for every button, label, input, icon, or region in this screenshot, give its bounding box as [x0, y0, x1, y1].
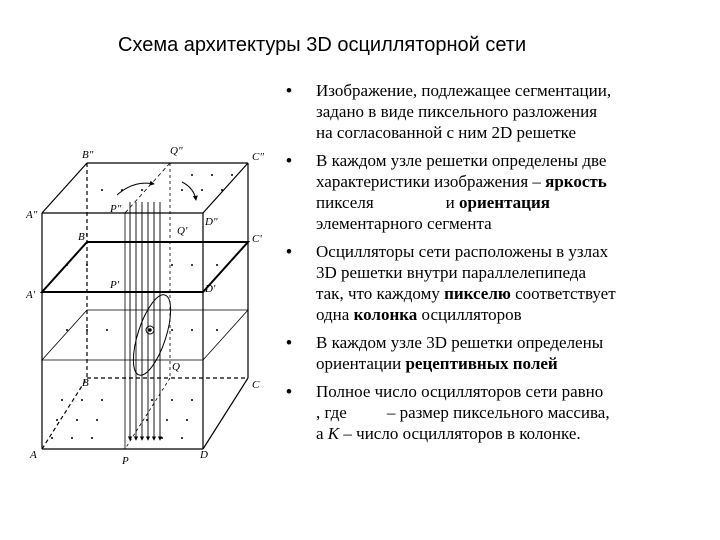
slide-title: Схема архитектуры 3D осцилляторной сети: [118, 34, 527, 56]
receptive-field: [126, 291, 179, 380]
top-arrows: [117, 182, 196, 200]
label-A: A: [30, 449, 37, 461]
label-Q1: Q': [177, 225, 188, 237]
bullet-marker: •: [286, 382, 292, 401]
label-Q: Q: [172, 361, 180, 373]
label-A1: A': [26, 289, 36, 301]
bullet-marker: •: [286, 81, 292, 100]
label-Q2: Q": [170, 145, 183, 157]
label-D2: D": [205, 216, 218, 228]
bullet-item: • Полное число осцилляторов сети равно , где – размер пиксельного массива, а K – число осцилляторов в колонке.: [286, 382, 610, 443]
label-B2: B": [82, 149, 94, 161]
oscillator-columns: [130, 202, 160, 440]
label-C2: C": [252, 151, 264, 163]
label-D1: D': [205, 283, 216, 295]
label-C1: C': [252, 233, 262, 245]
label-P2: P": [110, 203, 122, 215]
label-P1: P': [110, 279, 120, 291]
label-C: C: [252, 379, 260, 391]
bullet-marker: •: [286, 151, 292, 170]
label-A2: A": [26, 209, 38, 221]
bullet-list: [282, 80, 712, 451]
bullet-item: • Осцилляторы сети расположены в узлах 3D решетки внутри параллелепипеда так, что каждому пикселю соответствует одна колонка осцилляторов: [286, 242, 616, 324]
oscillator-network-diagram: [22, 140, 292, 470]
bullet-marker: •: [286, 242, 292, 261]
label-D: D: [200, 449, 208, 461]
bullet-item: • В каждом узле решетки определены две характеристики изображения – яркость пикселя и ориентация элементарного сегмента: [286, 151, 607, 233]
bullet-item: • В каждом узле 3D решетки определены ориентации рецептивных полей: [286, 333, 604, 373]
middle-slice: [42, 242, 248, 292]
bullet-item: • Изображение, подлежащее сегментации, задано в виде пиксельного разложения на согласованной с ним 2D решетке: [286, 81, 612, 142]
bullet-marker: •: [286, 333, 292, 352]
label-B1: B': [78, 231, 88, 243]
label-P: P: [122, 455, 129, 467]
label-B: B: [82, 377, 89, 389]
lattice-planes: [42, 163, 248, 449]
outer-box: [42, 163, 248, 449]
